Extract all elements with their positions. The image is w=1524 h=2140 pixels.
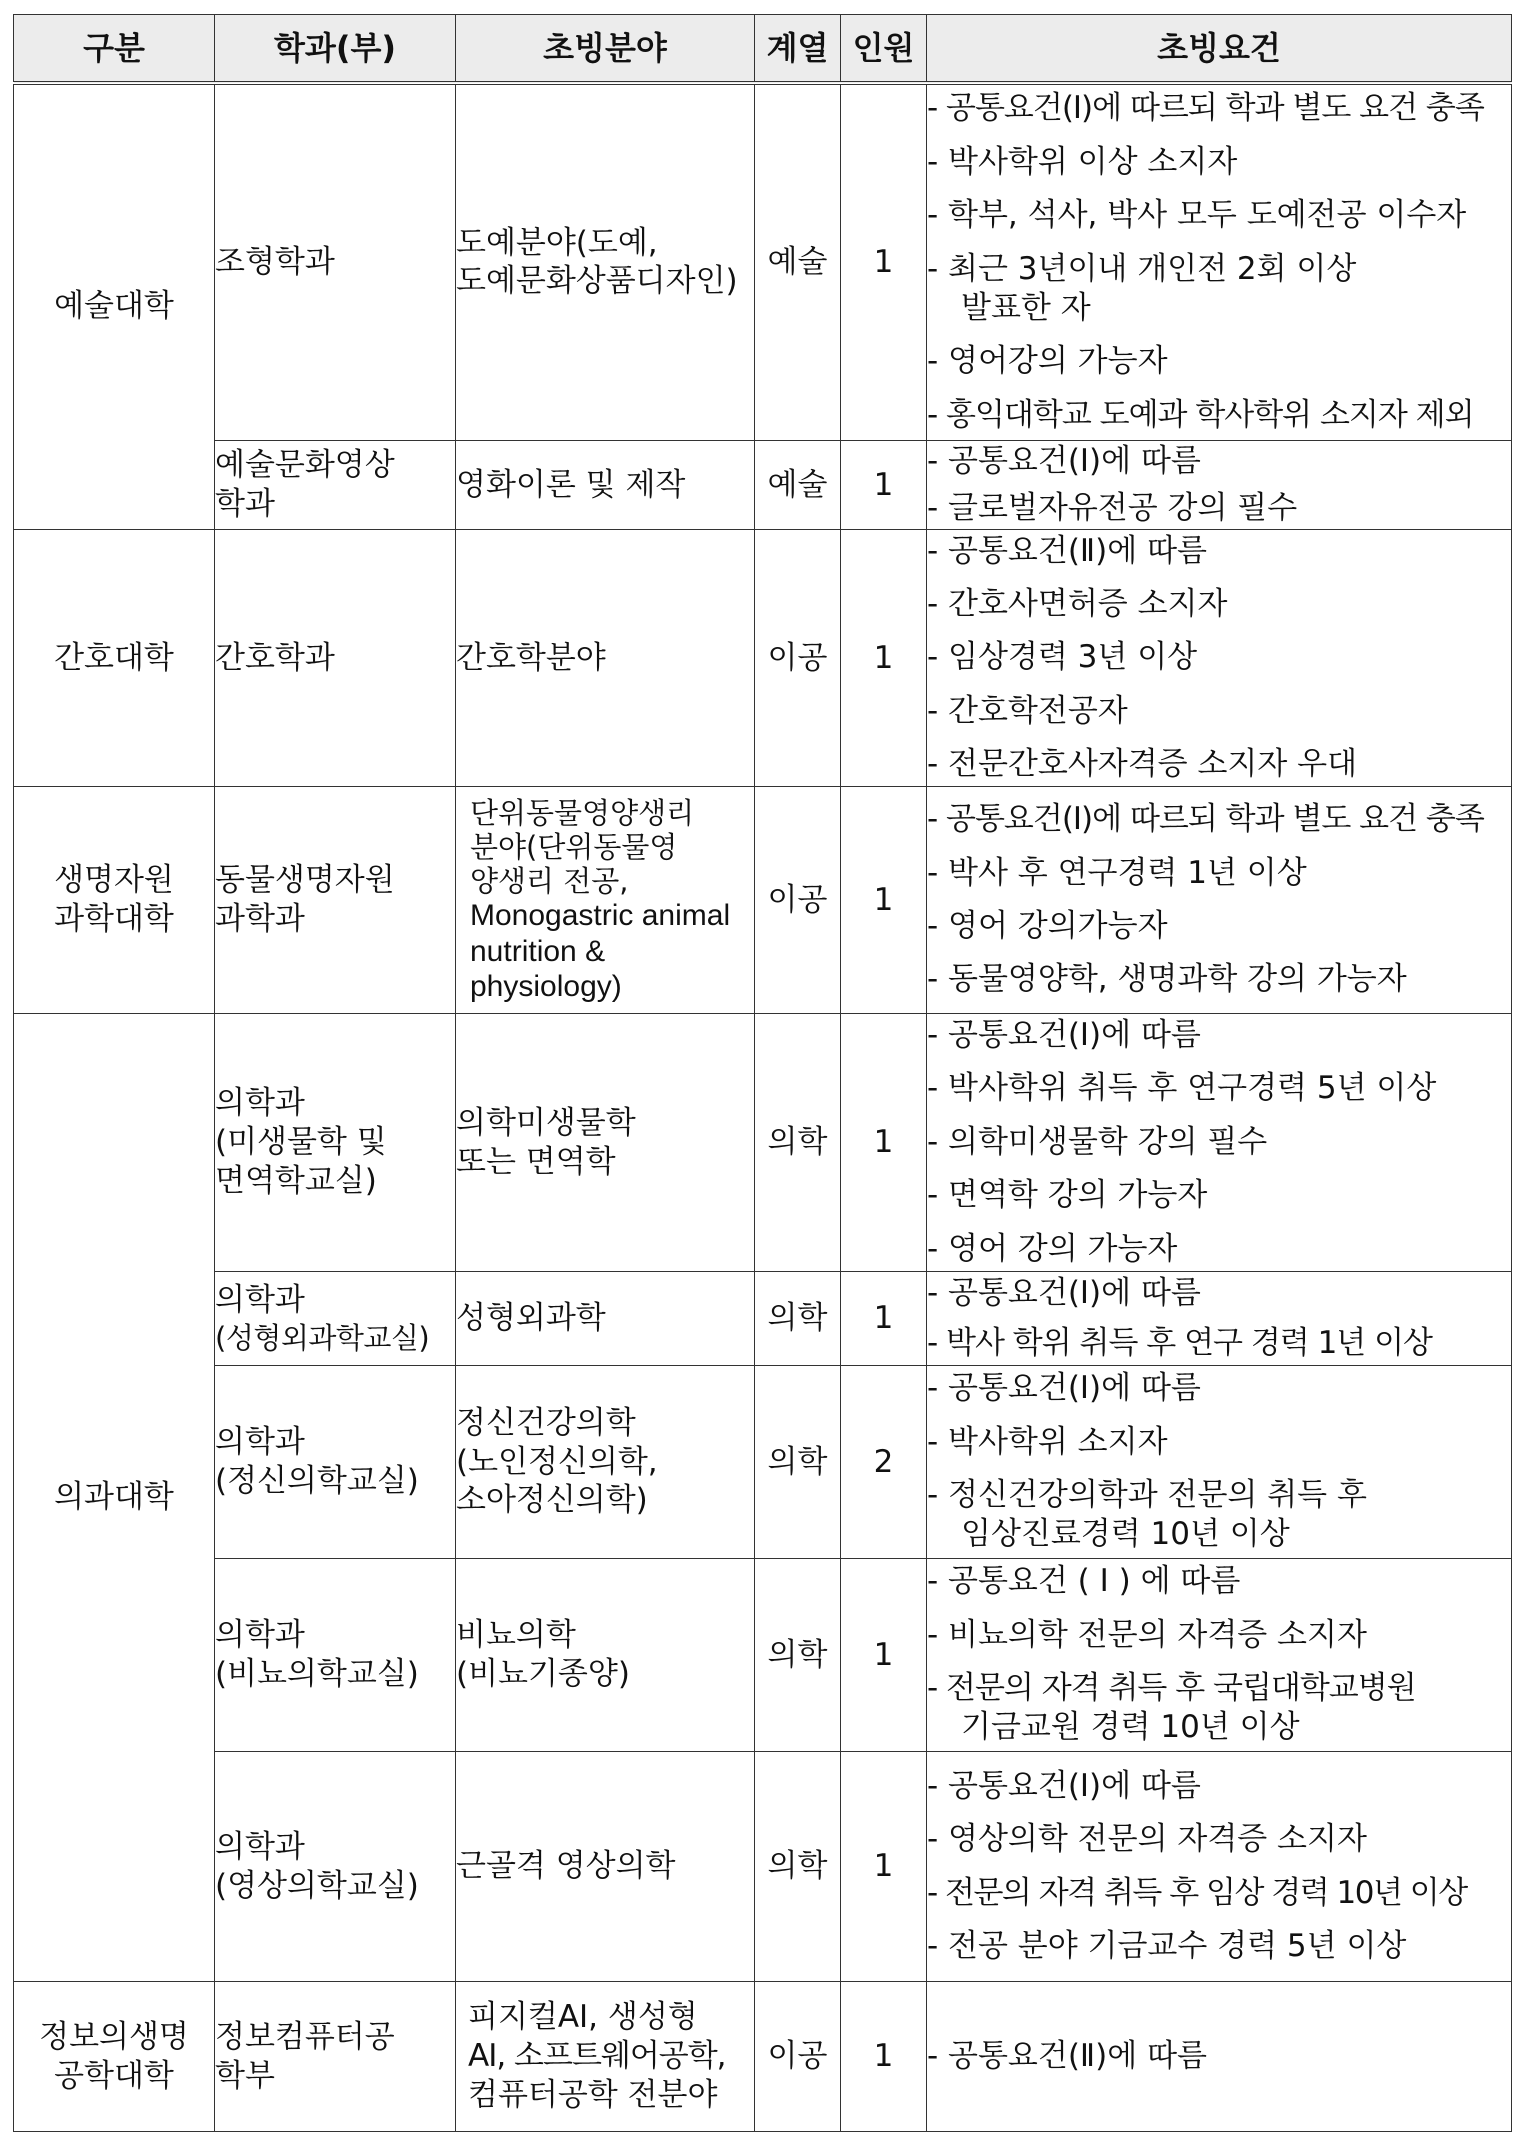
- department-cell: [215, 1014, 456, 1272]
- requirement-line: - 임상경력 3년 이상: [927, 639, 1198, 676]
- college-name: 생명자원: [54, 862, 174, 899]
- requirement-line: - 공통요건(Ⅱ)에 따름: [927, 2037, 1207, 2074]
- requirement-line: - 전문의 자격 취득 후 임상 경력 10년 이상: [927, 1874, 1467, 1911]
- category-cell: 의학: [755, 1366, 841, 1559]
- requirement-line: - 공통요건(Ⅰ)에 따름: [927, 1017, 1201, 1054]
- field-cell: [456, 83, 755, 441]
- college-cell: [14, 1014, 215, 1982]
- department-line: 의학과: [215, 1282, 305, 1318]
- college-name: 의과대학: [54, 1479, 174, 1516]
- field-line: 분야(단위동물영: [470, 829, 678, 864]
- field-line: 영화이론 및 제작: [456, 466, 686, 503]
- field-line: 또는 면역학: [456, 1143, 616, 1180]
- field-line: Monogastric animal: [470, 899, 731, 933]
- category-cell: 의학: [755, 1559, 841, 1752]
- requirement-line: 발표한 자: [961, 289, 1091, 326]
- field-line: (노인정신의학,: [456, 1443, 658, 1480]
- college-name: 예술대학: [54, 288, 174, 325]
- category-cell: 의학: [755, 1752, 841, 1982]
- requirement-line: - 동물영양학, 생명과학 강의 가능자: [927, 961, 1407, 998]
- header-row: [14, 15, 1512, 83]
- requirements-cell: [927, 1982, 1512, 2132]
- requirement-line: - 박사학위 취득 후 연구경력 5년 이상: [927, 1070, 1437, 1107]
- college-name: 과학대학: [54, 901, 174, 937]
- department-line: (성형외과학교실): [215, 1320, 430, 1355]
- table-row: [14, 1272, 1512, 1366]
- department-line: 동물생명자원: [215, 862, 395, 899]
- field-cell: [456, 441, 755, 530]
- requirement-line: - 공통요건(Ⅰ)에 따름: [927, 1275, 1201, 1312]
- field-line: 근골격 영상의학: [456, 1848, 676, 1885]
- requirement-line: - 의학미생물학 강의 필수: [927, 1123, 1268, 1160]
- requirements-cell: [927, 1752, 1512, 1982]
- requirement-line: - 박사학위 이상 소지자: [927, 143, 1238, 180]
- department-line: 면역학교실): [215, 1162, 377, 1199]
- requirement-line: - 정신건강의학과 전문의 취득 후: [927, 1477, 1367, 1513]
- requirement-line: - 박사 학위 취득 후 연구 경력 1년 이상: [927, 1324, 1432, 1361]
- requirement-line: - 영어 강의 가능자: [927, 1230, 1178, 1267]
- college-name: 간호대학: [54, 639, 174, 676]
- requirement-line: - 영어 강의가능자: [927, 908, 1168, 944]
- field-cell: [456, 1272, 755, 1366]
- requirement-line: - 공통요건(Ⅰ)에 따름: [927, 1370, 1201, 1407]
- department-line: 학부: [215, 2057, 275, 2094]
- requirements-cell: [927, 1014, 1512, 1272]
- field-line: physiology): [470, 970, 622, 1004]
- count-cell: 1: [841, 1014, 927, 1272]
- department-line: (정신의학교실): [215, 1463, 419, 1499]
- recruitment-table: [13, 14, 1512, 2132]
- category-cell: 이공: [755, 787, 841, 1014]
- department-line: 의학과: [215, 1424, 305, 1461]
- count-cell: 1: [841, 83, 927, 441]
- requirement-line: - 글로벌자유전공 강의 필수: [927, 490, 1298, 526]
- field-cell: [456, 1752, 755, 1982]
- department-line: 학과: [215, 486, 275, 522]
- requirement-line: - 전문의 자격 취득 후 국립대학교병원: [927, 1670, 1416, 1706]
- category-cell: 이공: [755, 530, 841, 787]
- field-cell: [456, 1014, 755, 1272]
- table-row: [14, 1752, 1512, 1982]
- college-cell: [14, 787, 215, 1014]
- field-line: (비뇨기종양): [456, 1656, 630, 1692]
- requirements-cell: [927, 787, 1512, 1014]
- department-cell: [215, 1752, 456, 1982]
- department-line: 의학과: [215, 1828, 305, 1865]
- header-count: 인원: [841, 15, 927, 83]
- requirement-line: - 박사학위 소지자: [927, 1423, 1168, 1460]
- table-row: [14, 441, 1512, 530]
- requirements-cell: [927, 83, 1512, 441]
- field-line: 소아정신의학): [456, 1482, 648, 1519]
- department-cell: [215, 1272, 456, 1366]
- count-cell: 1: [841, 787, 927, 1014]
- requirements-cell: [927, 1559, 1512, 1752]
- table-row: [14, 83, 1512, 441]
- requirement-line: - 전공 분야 기금교수 경력 5년 이상: [927, 1927, 1407, 1964]
- field-line: 피지컬AI, 생성형: [468, 1999, 698, 2036]
- requirement-line: 기금교원 경력 10년 이상: [961, 1709, 1300, 1746]
- category-cell: 예술: [755, 83, 841, 441]
- requirement-line: - 면역학 강의 가능자: [927, 1177, 1208, 1214]
- count-cell: 1: [841, 441, 927, 530]
- requirement-line: - 최근 3년이내 개인전 2회 이상: [927, 250, 1357, 287]
- department-cell: [215, 787, 456, 1014]
- requirement-line: - 학부, 석사, 박사 모두 도예전공 이수자: [927, 197, 1467, 234]
- field-line: 의학미생물학: [456, 1104, 636, 1141]
- field-cell: [456, 787, 755, 1014]
- field-line: 비뇨의학: [456, 1617, 576, 1654]
- college-cell: [14, 83, 215, 530]
- count-cell: 1: [841, 1752, 927, 1982]
- table-row: [14, 1366, 1512, 1559]
- requirement-line: - 영어강의 가능자: [927, 343, 1168, 380]
- field-line: nutrition &: [470, 934, 606, 968]
- requirement-line: - 전문간호사자격증 소지자 우대: [927, 746, 1358, 783]
- table-row: [14, 1982, 1512, 2132]
- field-line: AI, 소프트웨어공학,: [468, 2038, 726, 2075]
- department-line: (미생물학 및: [215, 1124, 387, 1161]
- category-cell: 의학: [755, 1014, 841, 1272]
- count-cell: 1: [841, 530, 927, 787]
- requirement-line: - 홍익대학교 도예과 학사학위 소지자 제외: [927, 396, 1474, 433]
- field-line: 도예분야(도예,: [456, 224, 658, 261]
- count-cell: 1: [841, 1982, 927, 2132]
- field-line: 양생리 전공,: [470, 864, 629, 899]
- department-cell: [215, 530, 456, 787]
- header-requirements: 초빙요건: [927, 15, 1512, 83]
- requirement-line: - 공통요건(Ⅰ)에 따름: [927, 1767, 1201, 1804]
- department-line: 간호학과: [215, 639, 335, 676]
- requirements-cell: [927, 1366, 1512, 1559]
- count-cell: 1: [841, 1272, 927, 1366]
- college-name: 정보의생명: [39, 2018, 189, 2055]
- field-line: 성형외과학: [456, 1300, 606, 1337]
- department-line: 의학과: [215, 1085, 305, 1122]
- field-line: 간호학분야: [456, 639, 606, 676]
- field-line: 단위동물영양생리: [470, 795, 695, 830]
- field-cell: [456, 1982, 755, 2132]
- requirement-line: 임상진료경력 10년 이상: [961, 1516, 1290, 1553]
- department-cell: [215, 1982, 456, 2132]
- field-line: 정신건강의학: [456, 1404, 636, 1441]
- table-row: [14, 1559, 1512, 1752]
- table-row: [14, 530, 1512, 787]
- department-cell: [215, 83, 456, 441]
- requirement-line: - 박사 후 연구경력 1년 이상: [927, 854, 1307, 891]
- requirement-line: - 공통요건(Ⅰ)에 따름: [927, 442, 1201, 479]
- department-line: 의학과: [215, 1617, 305, 1654]
- category-cell: 이공: [755, 1982, 841, 2132]
- requirement-line: - 간호사면허증 소지자: [927, 585, 1228, 622]
- field-cell: [456, 530, 755, 787]
- requirements-cell: [927, 441, 1512, 530]
- department-line: (비뇨의학교실): [215, 1656, 419, 1692]
- header-department: 학과(부): [215, 15, 456, 83]
- requirement-line: - 공통요건(Ⅰ)에 따르되 학과 별도 요건 충족: [927, 90, 1484, 127]
- requirement-line: - 비뇨의학 전문의 자격증 소지자: [927, 1616, 1367, 1653]
- requirement-line: - 공통요건(Ⅰ)에 따르되 학과 별도 요건 충족: [927, 801, 1484, 838]
- table-row: [14, 1014, 1512, 1272]
- department-cell: [215, 1366, 456, 1559]
- department-line: 예술문화영상: [215, 447, 395, 484]
- requirement-line: - 공통요건(Ⅱ)에 따름: [927, 532, 1207, 569]
- table-row: [14, 787, 1512, 1014]
- header-college: 구분: [14, 15, 215, 83]
- header-category: 계열: [755, 15, 841, 83]
- department-cell: [215, 441, 456, 530]
- count-cell: 2: [841, 1366, 927, 1559]
- requirements-cell: [927, 530, 1512, 787]
- requirement-line: - 영상의학 전문의 자격증 소지자: [927, 1821, 1367, 1858]
- requirements-cell: [927, 1272, 1512, 1366]
- department-line: 조형학과: [215, 243, 335, 280]
- college-cell: [14, 1982, 215, 2132]
- department-cell: [215, 1559, 456, 1752]
- requirement-line: - 공통요건 ( Ⅰ ) 에 따름: [927, 1563, 1241, 1600]
- requirement-line: - 간호학전공자: [927, 692, 1128, 729]
- header-field: 초빙분야: [456, 15, 755, 83]
- department-line: 과학과: [215, 901, 305, 937]
- field-cell: [456, 1559, 755, 1752]
- college-cell: [14, 530, 215, 787]
- field-line: 도예문화상품디자인): [456, 263, 738, 300]
- category-cell: 예술: [755, 441, 841, 530]
- department-line: (영상의학교실): [215, 1867, 419, 1904]
- field-line: 컴퓨터공학 전분야: [468, 2076, 718, 2113]
- college-name: 공학대학: [54, 2057, 174, 2094]
- department-line: 정보컴퓨터공: [215, 2018, 395, 2055]
- field-cell: [456, 1366, 755, 1559]
- count-cell: 1: [841, 1559, 927, 1752]
- category-cell: 의학: [755, 1272, 841, 1366]
